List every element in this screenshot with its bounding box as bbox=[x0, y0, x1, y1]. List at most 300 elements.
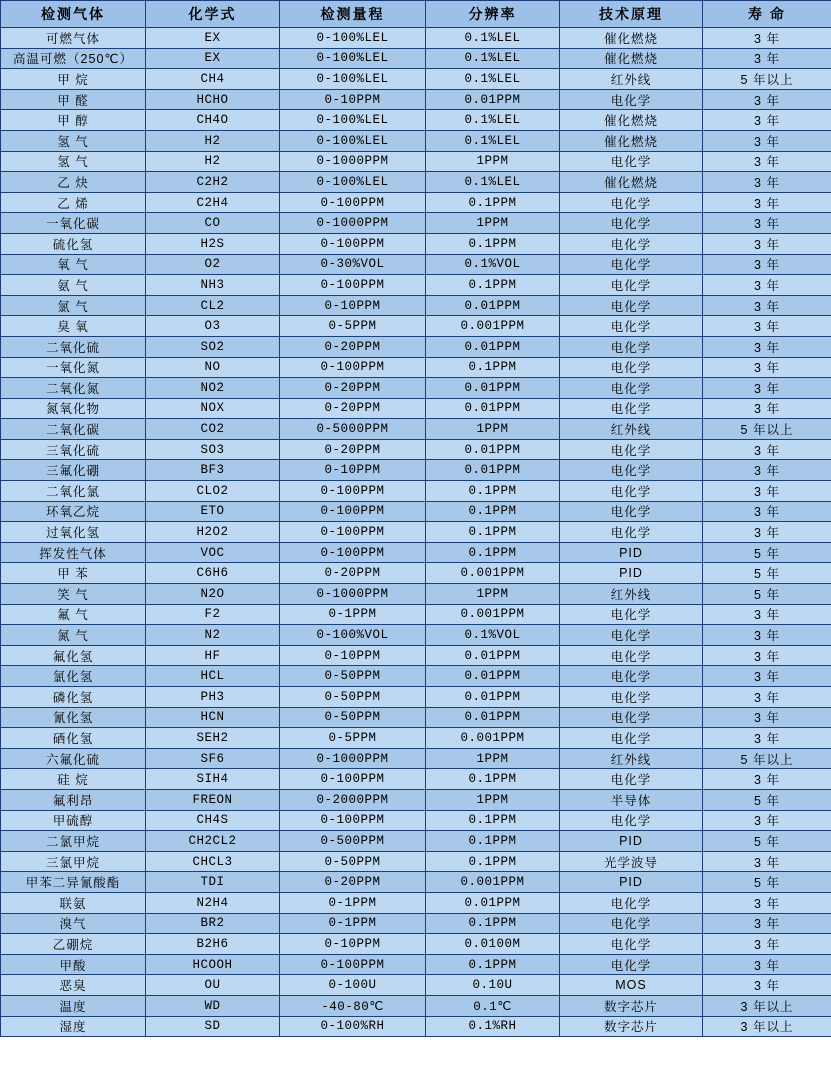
table-row bbox=[1, 625, 831, 646]
table-row bbox=[1, 934, 831, 955]
cell-resolution: 0.1PPM bbox=[426, 810, 560, 831]
table-row bbox=[1, 192, 831, 213]
cell-technology: PID bbox=[560, 831, 703, 852]
cell-chemical-formula: HF bbox=[146, 645, 280, 666]
cell-technology: 电化学 bbox=[560, 316, 703, 337]
cell-detection-range: 0-20PPM bbox=[280, 336, 426, 357]
table-row bbox=[1, 666, 831, 687]
cell-resolution: 0.1%LEL bbox=[426, 110, 560, 131]
table-row bbox=[1, 316, 831, 337]
cell-lifetime: 3 年 bbox=[703, 481, 831, 502]
cell-detection-range: 0-100PPM bbox=[280, 522, 426, 543]
cell-chemical-formula: N2O bbox=[146, 584, 280, 605]
cell-lifetime: 5 年 bbox=[703, 542, 831, 563]
table-row bbox=[1, 728, 831, 749]
cell-gas-name: 联氨 bbox=[1, 892, 146, 913]
cell-lifetime: 3 年 bbox=[703, 151, 831, 172]
table-row bbox=[1, 645, 831, 666]
cell-chemical-formula: H2S bbox=[146, 233, 280, 254]
cell-resolution: 0.1PPM bbox=[426, 357, 560, 378]
cell-chemical-formula: C2H2 bbox=[146, 172, 280, 193]
cell-gas-name: 三氯甲烷 bbox=[1, 851, 146, 872]
cell-resolution: 0.01PPM bbox=[426, 645, 560, 666]
cell-gas-name: 过氧化氢 bbox=[1, 522, 146, 543]
cell-technology: 电化学 bbox=[560, 934, 703, 955]
cell-lifetime: 3 年 bbox=[703, 810, 831, 831]
cell-technology: 电化学 bbox=[560, 892, 703, 913]
cell-resolution: 0.1%VOL bbox=[426, 625, 560, 646]
cell-gas-name: 磷化氢 bbox=[1, 687, 146, 708]
cell-technology: 电化学 bbox=[560, 378, 703, 399]
table-row bbox=[1, 707, 831, 728]
cell-gas-name: 氟利昂 bbox=[1, 789, 146, 810]
cell-resolution: 0.001PPM bbox=[426, 316, 560, 337]
cell-resolution: 0.1PPM bbox=[426, 851, 560, 872]
cell-lifetime: 3 年 bbox=[703, 48, 831, 69]
cell-resolution: 1PPM bbox=[426, 419, 560, 440]
cell-chemical-formula: HCHO bbox=[146, 89, 280, 110]
cell-lifetime: 5 年以上 bbox=[703, 69, 831, 90]
table-row bbox=[1, 233, 831, 254]
cell-gas-name: 氰化氢 bbox=[1, 707, 146, 728]
cell-detection-range: 0-1000PPM bbox=[280, 584, 426, 605]
table-row bbox=[1, 48, 831, 69]
cell-technology: 电化学 bbox=[560, 810, 703, 831]
table-row bbox=[1, 172, 831, 193]
table-row bbox=[1, 419, 831, 440]
cell-technology: 电化学 bbox=[560, 151, 703, 172]
cell-lifetime: 3 年 bbox=[703, 645, 831, 666]
cell-gas-name: 乙硼烷 bbox=[1, 934, 146, 955]
cell-gas-name: 甲 苯 bbox=[1, 563, 146, 584]
cell-gas-name: 三氟化硼 bbox=[1, 460, 146, 481]
cell-gas-name: 高温可燃（250℃） bbox=[1, 48, 146, 69]
cell-gas-name: 氮 气 bbox=[1, 625, 146, 646]
cell-technology: 电化学 bbox=[560, 398, 703, 419]
cell-chemical-formula: N2 bbox=[146, 625, 280, 646]
cell-technology: 电化学 bbox=[560, 233, 703, 254]
cell-technology: 电化学 bbox=[560, 913, 703, 934]
cell-detection-range: 0-100PPM bbox=[280, 954, 426, 975]
cell-technology: 红外线 bbox=[560, 419, 703, 440]
cell-chemical-formula: N2H4 bbox=[146, 892, 280, 913]
cell-technology: 红外线 bbox=[560, 69, 703, 90]
cell-detection-range: 0-100%VOL bbox=[280, 625, 426, 646]
cell-chemical-formula: NO2 bbox=[146, 378, 280, 399]
cell-resolution: 1PPM bbox=[426, 584, 560, 605]
cell-technology: 电化学 bbox=[560, 439, 703, 460]
table-row bbox=[1, 213, 831, 234]
cell-gas-name: 一氧化碳 bbox=[1, 213, 146, 234]
cell-technology: 电化学 bbox=[560, 254, 703, 275]
cell-lifetime: 3 年 bbox=[703, 275, 831, 296]
cell-lifetime: 3 年 bbox=[703, 460, 831, 481]
cell-detection-range: 0-50PPM bbox=[280, 687, 426, 708]
table-body bbox=[1, 28, 831, 1037]
cell-gas-name: 氯 气 bbox=[1, 295, 146, 316]
cell-detection-range: 0-100PPM bbox=[280, 769, 426, 790]
cell-detection-range: 0-100PPM bbox=[280, 192, 426, 213]
table-row bbox=[1, 1016, 831, 1037]
cell-resolution: 0.1PPM bbox=[426, 831, 560, 852]
cell-resolution: 1PPM bbox=[426, 151, 560, 172]
cell-technology: MOS bbox=[560, 975, 703, 996]
cell-technology: 光学波导 bbox=[560, 851, 703, 872]
cell-detection-range: 0-100%LEL bbox=[280, 69, 426, 90]
cell-gas-name: 六氟化硫 bbox=[1, 748, 146, 769]
cell-resolution: 0.1PPM bbox=[426, 481, 560, 502]
cell-technology: PID bbox=[560, 563, 703, 584]
cell-chemical-formula: SD bbox=[146, 1016, 280, 1037]
cell-resolution: 0.1%LEL bbox=[426, 48, 560, 69]
cell-resolution: 0.1℃ bbox=[426, 995, 560, 1016]
cell-technology: 电化学 bbox=[560, 481, 703, 502]
cell-gas-name: 氢 气 bbox=[1, 151, 146, 172]
cell-detection-range: 0-1000PPM bbox=[280, 748, 426, 769]
cell-gas-name: 氯化氢 bbox=[1, 666, 146, 687]
cell-chemical-formula: FREON bbox=[146, 789, 280, 810]
cell-chemical-formula: CH4O bbox=[146, 110, 280, 131]
cell-resolution: 0.001PPM bbox=[426, 728, 560, 749]
cell-lifetime: 3 年 bbox=[703, 439, 831, 460]
cell-detection-range: 0-20PPM bbox=[280, 872, 426, 893]
table-row bbox=[1, 954, 831, 975]
cell-chemical-formula: HCN bbox=[146, 707, 280, 728]
table-row bbox=[1, 357, 831, 378]
cell-lifetime: 3 年 bbox=[703, 604, 831, 625]
cell-technology: 红外线 bbox=[560, 584, 703, 605]
cell-chemical-formula: SF6 bbox=[146, 748, 280, 769]
cell-gas-name: 氢 气 bbox=[1, 130, 146, 151]
cell-lifetime: 3 年 bbox=[703, 501, 831, 522]
table-row bbox=[1, 398, 831, 419]
column-header-detection-range: 检测量程 bbox=[280, 1, 426, 28]
cell-chemical-formula: C2H4 bbox=[146, 192, 280, 213]
cell-resolution: 0.01PPM bbox=[426, 892, 560, 913]
cell-lifetime: 3 年 bbox=[703, 110, 831, 131]
table-row bbox=[1, 604, 831, 625]
cell-technology: 数字芯片 bbox=[560, 1016, 703, 1037]
cell-chemical-formula: WD bbox=[146, 995, 280, 1016]
table-row bbox=[1, 748, 831, 769]
table-row bbox=[1, 501, 831, 522]
cell-technology: 电化学 bbox=[560, 645, 703, 666]
cell-technology: 电化学 bbox=[560, 728, 703, 749]
cell-lifetime: 3 年 bbox=[703, 357, 831, 378]
cell-detection-range: 0-100PPM bbox=[280, 357, 426, 378]
cell-chemical-formula: OU bbox=[146, 975, 280, 996]
cell-gas-name: 乙 烯 bbox=[1, 192, 146, 213]
cell-detection-range: 0-1000PPM bbox=[280, 213, 426, 234]
cell-gas-name: 硫化氢 bbox=[1, 233, 146, 254]
table-row bbox=[1, 275, 831, 296]
cell-resolution: 0.0100M bbox=[426, 934, 560, 955]
cell-resolution: 0.1%RH bbox=[426, 1016, 560, 1037]
cell-detection-range: 0-20PPM bbox=[280, 378, 426, 399]
cell-technology: 电化学 bbox=[560, 954, 703, 975]
cell-chemical-formula: HCOOH bbox=[146, 954, 280, 975]
cell-chemical-formula: TDI bbox=[146, 872, 280, 893]
cell-gas-name: 可燃气体 bbox=[1, 28, 146, 49]
cell-resolution: 0.1%VOL bbox=[426, 254, 560, 275]
cell-chemical-formula: NOX bbox=[146, 398, 280, 419]
cell-detection-range: 0-100%LEL bbox=[280, 172, 426, 193]
cell-chemical-formula: EX bbox=[146, 28, 280, 49]
cell-lifetime: 3 年 bbox=[703, 213, 831, 234]
cell-resolution: 0.1%LEL bbox=[426, 172, 560, 193]
column-header-technology: 技术原理 bbox=[560, 1, 703, 28]
cell-detection-range: 0-1PPM bbox=[280, 604, 426, 625]
cell-resolution: 0.1PPM bbox=[426, 769, 560, 790]
cell-lifetime: 3 年 bbox=[703, 851, 831, 872]
cell-detection-range: 0-20PPM bbox=[280, 563, 426, 584]
cell-lifetime: 5 年 bbox=[703, 789, 831, 810]
cell-detection-range: 0-5PPM bbox=[280, 316, 426, 337]
cell-lifetime: 3 年 bbox=[703, 707, 831, 728]
cell-detection-range: 0-100%LEL bbox=[280, 28, 426, 49]
cell-detection-range: 0-30%VOL bbox=[280, 254, 426, 275]
cell-chemical-formula: B2H6 bbox=[146, 934, 280, 955]
cell-chemical-formula: C6H6 bbox=[146, 563, 280, 584]
cell-gas-name: 湿度 bbox=[1, 1016, 146, 1037]
cell-detection-range: -40-80℃ bbox=[280, 995, 426, 1016]
cell-chemical-formula: H2O2 bbox=[146, 522, 280, 543]
cell-detection-range: 0-100%LEL bbox=[280, 110, 426, 131]
cell-lifetime: 3 年 bbox=[703, 666, 831, 687]
table-row bbox=[1, 336, 831, 357]
cell-resolution: 1PPM bbox=[426, 748, 560, 769]
cell-lifetime: 3 年 bbox=[703, 295, 831, 316]
cell-detection-range: 0-100U bbox=[280, 975, 426, 996]
cell-chemical-formula: EX bbox=[146, 48, 280, 69]
cell-chemical-formula: CO2 bbox=[146, 419, 280, 440]
cell-detection-range: 0-100PPM bbox=[280, 810, 426, 831]
table-header bbox=[1, 1, 831, 28]
table-row bbox=[1, 769, 831, 790]
cell-gas-name: 挥发性气体 bbox=[1, 542, 146, 563]
cell-detection-range: 0-10PPM bbox=[280, 295, 426, 316]
cell-lifetime: 3 年 bbox=[703, 625, 831, 646]
cell-technology: 催化燃烧 bbox=[560, 48, 703, 69]
cell-chemical-formula: CH4 bbox=[146, 69, 280, 90]
cell-lifetime: 3 年 bbox=[703, 233, 831, 254]
cell-chemical-formula: SO3 bbox=[146, 439, 280, 460]
table-row bbox=[1, 460, 831, 481]
cell-technology: 电化学 bbox=[560, 707, 703, 728]
table-row bbox=[1, 584, 831, 605]
cell-chemical-formula: CHCL3 bbox=[146, 851, 280, 872]
cell-technology: 电化学 bbox=[560, 295, 703, 316]
cell-detection-range: 0-100PPM bbox=[280, 481, 426, 502]
cell-detection-range: 0-5000PPM bbox=[280, 419, 426, 440]
table-row bbox=[1, 789, 831, 810]
cell-resolution: 0.01PPM bbox=[426, 398, 560, 419]
cell-gas-name: 恶臭 bbox=[1, 975, 146, 996]
cell-lifetime: 3 年 bbox=[703, 89, 831, 110]
cell-detection-range: 0-500PPM bbox=[280, 831, 426, 852]
table-row bbox=[1, 522, 831, 543]
cell-gas-name: 笑 气 bbox=[1, 584, 146, 605]
cell-gas-name: 一氧化氮 bbox=[1, 357, 146, 378]
cell-gas-name: 二氧化碳 bbox=[1, 419, 146, 440]
cell-gas-name: 氟化氢 bbox=[1, 645, 146, 666]
cell-lifetime: 3 年以上 bbox=[703, 995, 831, 1016]
cell-resolution: 0.1PPM bbox=[426, 522, 560, 543]
cell-gas-name: 硒化氢 bbox=[1, 728, 146, 749]
cell-technology: 电化学 bbox=[560, 89, 703, 110]
cell-detection-range: 0-10PPM bbox=[280, 89, 426, 110]
cell-resolution: 0.1PPM bbox=[426, 542, 560, 563]
cell-gas-name: 氧 气 bbox=[1, 254, 146, 275]
cell-technology: 电化学 bbox=[560, 357, 703, 378]
cell-detection-range: 0-5PPM bbox=[280, 728, 426, 749]
cell-resolution: 0.01PPM bbox=[426, 336, 560, 357]
cell-technology: 电化学 bbox=[560, 625, 703, 646]
cell-chemical-formula: SO2 bbox=[146, 336, 280, 357]
cell-resolution: 0.01PPM bbox=[426, 439, 560, 460]
cell-chemical-formula: NH3 bbox=[146, 275, 280, 296]
cell-resolution: 0.1PPM bbox=[426, 192, 560, 213]
cell-detection-range: 0-1PPM bbox=[280, 913, 426, 934]
cell-resolution: 0.10U bbox=[426, 975, 560, 996]
cell-detection-range: 0-100PPM bbox=[280, 233, 426, 254]
table-row bbox=[1, 89, 831, 110]
table-row bbox=[1, 563, 831, 584]
cell-technology: 电化学 bbox=[560, 666, 703, 687]
cell-detection-range: 0-100%LEL bbox=[280, 48, 426, 69]
cell-technology: 电化学 bbox=[560, 275, 703, 296]
cell-detection-range: 0-100PPM bbox=[280, 501, 426, 522]
cell-gas-name: 二氯甲烷 bbox=[1, 831, 146, 852]
table-row bbox=[1, 810, 831, 831]
cell-resolution: 0.01PPM bbox=[426, 378, 560, 399]
cell-gas-name: 三氧化硫 bbox=[1, 439, 146, 460]
cell-lifetime: 3 年 bbox=[703, 913, 831, 934]
cell-resolution: 0.01PPM bbox=[426, 666, 560, 687]
cell-technology: 数字芯片 bbox=[560, 995, 703, 1016]
cell-lifetime: 3 年 bbox=[703, 378, 831, 399]
cell-chemical-formula: NO bbox=[146, 357, 280, 378]
cell-chemical-formula: BF3 bbox=[146, 460, 280, 481]
cell-technology: 电化学 bbox=[560, 604, 703, 625]
table-row bbox=[1, 481, 831, 502]
cell-lifetime: 5 年以上 bbox=[703, 748, 831, 769]
cell-resolution: 1PPM bbox=[426, 789, 560, 810]
cell-chemical-formula: F2 bbox=[146, 604, 280, 625]
cell-gas-name: 氮氧化物 bbox=[1, 398, 146, 419]
cell-resolution: 0.1PPM bbox=[426, 954, 560, 975]
cell-detection-range: 0-20PPM bbox=[280, 439, 426, 460]
cell-lifetime: 3 年 bbox=[703, 192, 831, 213]
cell-technology: 电化学 bbox=[560, 687, 703, 708]
cell-resolution: 0.01PPM bbox=[426, 707, 560, 728]
table-header-row bbox=[1, 1, 831, 28]
cell-technology: PID bbox=[560, 542, 703, 563]
cell-chemical-formula: SEH2 bbox=[146, 728, 280, 749]
table-row bbox=[1, 975, 831, 996]
table-row bbox=[1, 851, 831, 872]
cell-detection-range: 0-20PPM bbox=[280, 398, 426, 419]
cell-chemical-formula: O3 bbox=[146, 316, 280, 337]
cell-detection-range: 0-100PPM bbox=[280, 542, 426, 563]
cell-lifetime: 3 年 bbox=[703, 934, 831, 955]
cell-lifetime: 3 年 bbox=[703, 687, 831, 708]
cell-gas-name: 甲苯二异氰酸酯 bbox=[1, 872, 146, 893]
cell-gas-name: 甲 烷 bbox=[1, 69, 146, 90]
cell-gas-name: 二氧化硫 bbox=[1, 336, 146, 357]
cell-lifetime: 5 年 bbox=[703, 872, 831, 893]
cell-detection-range: 0-100%LEL bbox=[280, 130, 426, 151]
cell-chemical-formula: CH2CL2 bbox=[146, 831, 280, 852]
cell-resolution: 0.1%LEL bbox=[426, 69, 560, 90]
cell-chemical-formula: H2 bbox=[146, 130, 280, 151]
cell-gas-name: 环氧乙烷 bbox=[1, 501, 146, 522]
cell-lifetime: 5 年 bbox=[703, 831, 831, 852]
cell-detection-range: 0-100%RH bbox=[280, 1016, 426, 1037]
table-row bbox=[1, 913, 831, 934]
table-row bbox=[1, 542, 831, 563]
cell-resolution: 1PPM bbox=[426, 213, 560, 234]
cell-technology: 电化学 bbox=[560, 501, 703, 522]
cell-gas-name: 臭 氧 bbox=[1, 316, 146, 337]
cell-resolution: 0.1PPM bbox=[426, 275, 560, 296]
cell-gas-name: 甲酸 bbox=[1, 954, 146, 975]
cell-detection-range: 0-10PPM bbox=[280, 460, 426, 481]
cell-chemical-formula: CLO2 bbox=[146, 481, 280, 502]
cell-technology: 催化燃烧 bbox=[560, 28, 703, 49]
cell-technology: 红外线 bbox=[560, 748, 703, 769]
column-header-resolution: 分辨率 bbox=[426, 1, 560, 28]
cell-technology: 电化学 bbox=[560, 769, 703, 790]
cell-gas-name: 甲 醇 bbox=[1, 110, 146, 131]
cell-chemical-formula: ETO bbox=[146, 501, 280, 522]
cell-lifetime: 3 年 bbox=[703, 172, 831, 193]
table-row bbox=[1, 439, 831, 460]
cell-resolution: 0.001PPM bbox=[426, 872, 560, 893]
cell-resolution: 0.01PPM bbox=[426, 460, 560, 481]
cell-resolution: 0.01PPM bbox=[426, 89, 560, 110]
cell-resolution: 0.1PPM bbox=[426, 913, 560, 934]
cell-detection-range: 0-1000PPM bbox=[280, 151, 426, 172]
cell-technology: 催化燃烧 bbox=[560, 110, 703, 131]
cell-chemical-formula: SIH4 bbox=[146, 769, 280, 790]
cell-detection-range: 0-2000PPM bbox=[280, 789, 426, 810]
cell-chemical-formula: CH4S bbox=[146, 810, 280, 831]
cell-chemical-formula: CL2 bbox=[146, 295, 280, 316]
cell-detection-range: 0-10PPM bbox=[280, 934, 426, 955]
cell-chemical-formula: PH3 bbox=[146, 687, 280, 708]
cell-gas-name: 温度 bbox=[1, 995, 146, 1016]
cell-lifetime: 3 年 bbox=[703, 28, 831, 49]
cell-resolution: 0.01PPM bbox=[426, 687, 560, 708]
cell-gas-name: 溴气 bbox=[1, 913, 146, 934]
cell-lifetime: 3 年以上 bbox=[703, 1016, 831, 1037]
cell-technology: 电化学 bbox=[560, 192, 703, 213]
table-row bbox=[1, 687, 831, 708]
cell-resolution: 0.1PPM bbox=[426, 233, 560, 254]
cell-lifetime: 3 年 bbox=[703, 728, 831, 749]
cell-lifetime: 3 年 bbox=[703, 522, 831, 543]
cell-detection-range: 0-50PPM bbox=[280, 666, 426, 687]
cell-lifetime: 5 年 bbox=[703, 563, 831, 584]
cell-gas-name: 氨 气 bbox=[1, 275, 146, 296]
column-header-gas-name: 检测气体 bbox=[1, 1, 146, 28]
cell-chemical-formula: VOC bbox=[146, 542, 280, 563]
table-row bbox=[1, 28, 831, 49]
cell-gas-name: 氟 气 bbox=[1, 604, 146, 625]
cell-gas-name: 乙 炔 bbox=[1, 172, 146, 193]
table-row bbox=[1, 254, 831, 275]
